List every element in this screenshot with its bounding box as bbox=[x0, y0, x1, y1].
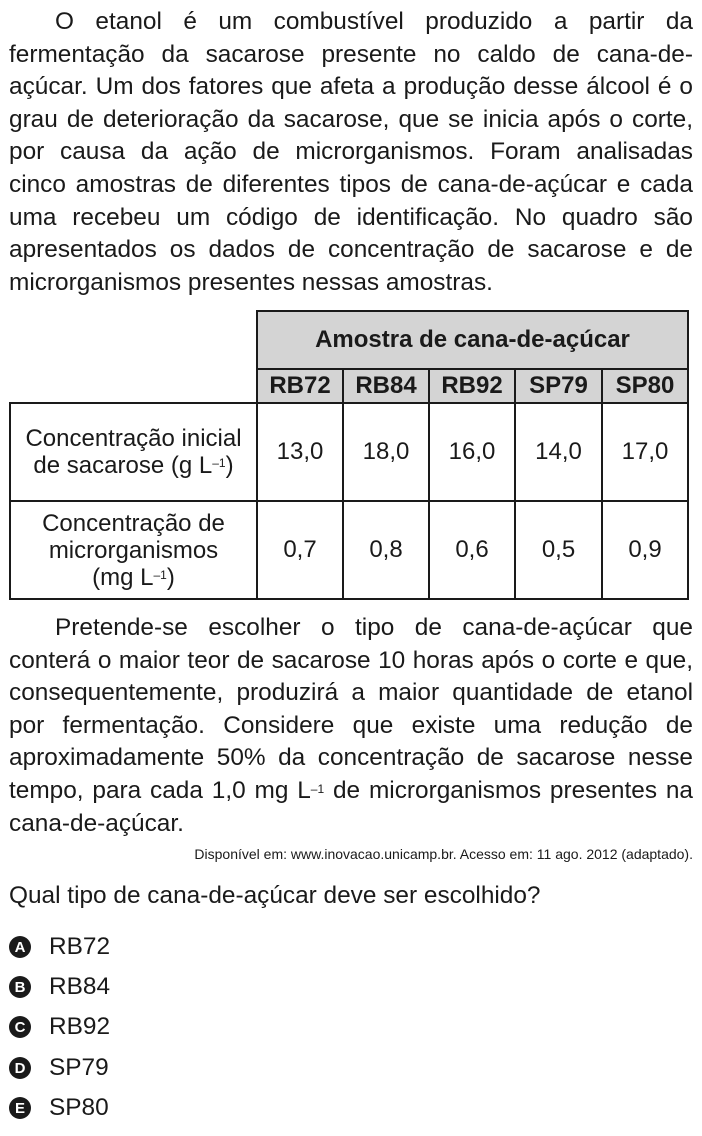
column-header: SP79 bbox=[515, 369, 602, 403]
column-header: RB92 bbox=[429, 369, 515, 403]
row-label-microorganisms bbox=[10, 501, 257, 599]
row-label-sucrose bbox=[10, 403, 257, 501]
intro-text: O etanol é um combustível produzido a partir da fermentação da sacarose presente no caldo de cana-de-açúcar. Um dos fatores que afeta a produção desse álcool é o grau de deterioração da sacarose, que se inicia após o corte, por causa da ação de microrganismos. Foram analisadas cinco amostras de diferentes tipos de cana-de-açúcar e cada uma recebeu um código de identificação. No quadro são apresentados os dados de concentração de sacarose e de microrganismos presentes nessas amostras. bbox=[9, 8, 693, 296]
source-citation: Disponível em: www.inovacao.unicamp.br. Acesso em: 11 ago. 2012 (adaptado). bbox=[194, 846, 693, 862]
option-label: SP79 bbox=[49, 1054, 109, 1081]
table-cell: 0,7 bbox=[257, 501, 343, 599]
table-cell: 13,0 bbox=[257, 403, 343, 501]
intro-paragraph bbox=[9, 6, 693, 299]
option-label: SP80 bbox=[49, 1094, 109, 1121]
table-cell: 17,0 bbox=[602, 403, 688, 501]
option-b[interactable] bbox=[9, 973, 110, 1001]
table-row bbox=[10, 501, 688, 599]
option-label: RB84 bbox=[49, 973, 111, 1000]
empty-corner bbox=[10, 311, 257, 403]
table-cell: 14,0 bbox=[515, 403, 602, 501]
superscript: –1 bbox=[310, 781, 325, 796]
table-group-header: Amostra de cana-de-açúcar bbox=[257, 311, 688, 369]
option-label: RB72 bbox=[49, 933, 111, 960]
option-letter-badge: D bbox=[9, 1057, 31, 1079]
row-label-line: Concentração de bbox=[42, 509, 225, 537]
option-label: RB92 bbox=[49, 1013, 111, 1040]
sugarcane-data-table bbox=[9, 310, 689, 600]
superscript: –1 bbox=[153, 567, 167, 582]
option-a[interactable] bbox=[9, 933, 110, 961]
table-cell: 0,9 bbox=[602, 501, 688, 599]
option-letter-badge: A bbox=[9, 936, 31, 958]
superscript: –1 bbox=[212, 456, 226, 470]
option-d[interactable] bbox=[9, 1054, 109, 1082]
table-cell: 0,5 bbox=[515, 501, 602, 599]
row-label-close: ) bbox=[166, 563, 175, 591]
option-letter-badge: E bbox=[9, 1097, 31, 1119]
table-row bbox=[10, 403, 688, 501]
column-header: SP80 bbox=[602, 369, 688, 403]
option-e[interactable] bbox=[9, 1094, 109, 1122]
option-c[interactable] bbox=[9, 1013, 110, 1041]
row-label-close: ) bbox=[225, 452, 234, 479]
statement-text-end: de microrganismos presentes na cana-de-açúcar. bbox=[9, 776, 693, 837]
column-header: RB84 bbox=[343, 369, 429, 403]
table-cell: 0,8 bbox=[343, 501, 429, 599]
option-letter-badge: C bbox=[9, 1016, 31, 1038]
option-letter-badge: B bbox=[9, 976, 31, 998]
table-cell: 16,0 bbox=[429, 403, 515, 501]
row-label-line: (mg L bbox=[92, 563, 154, 591]
statement-text: Pretende-se escolher o tipo de cana-de-açúcar que conterá o maior teor de sacarose 10 horas após o corte e que, consequentemente, produzirá a maior quantidade de etanol por fermentação. Considere que existe uma redução de aproximadamente 50% da concentração de sacarose nesse tempo, para cada 1,0 mg L bbox=[9, 614, 693, 804]
table-cell: 0,6 bbox=[429, 501, 515, 599]
column-header: RB72 bbox=[257, 369, 343, 403]
row-label-line: Concentração inicial bbox=[25, 425, 242, 452]
row-label-line: de sacarose (g L bbox=[33, 452, 213, 479]
table-cell: 18,0 bbox=[343, 403, 429, 501]
row-label-line: microrganismos bbox=[48, 536, 219, 564]
question-text: Qual tipo de cana-de-açúcar deve ser escolhido? bbox=[9, 882, 541, 909]
statement-paragraph bbox=[9, 612, 693, 840]
